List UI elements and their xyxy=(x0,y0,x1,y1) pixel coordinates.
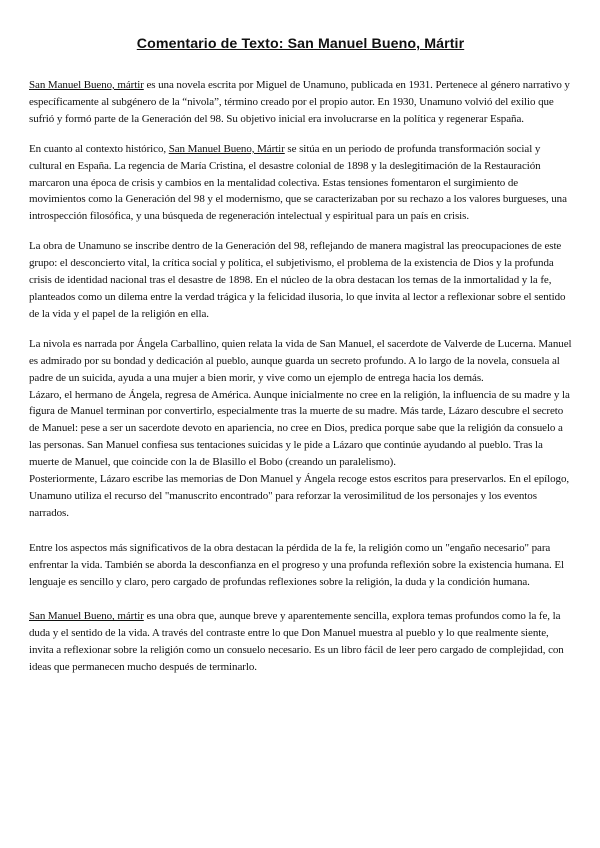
paragraph-generation-98: La obra de Unamuno se inscribe dentro de la Generación del 98, reflejando de manera magistral las preocupaciones de este grupo: el desconcierto vital, la crítica social y política, el subjetivismo, el problema de la existencia de Dios y la profunda crisis de identidad nacional tras el desastre de 1898. En el núcleo de la obra destacan los temas de la inmortalidad y la fe, planteados como un dilema entre la verdad trágica y la felicidad ilusoria, lo que invita al lector a reflexionar sobre el sentido de la vida y el papel de la religión en ella. xyxy=(29,240,566,320)
paragraph-plot-1: La nivola es narrada por Ángela Carballino, quien relata la vida de San Manuel, el sacerdote de Valverde de Lucerna. Manuel es admirado por su bondad y dedicación al pueblo, aunque guarda un secreto profundo. A lo largo de la novela, consuela al padre de un suicida, ayuda a una mujer a bien morir, y vive como un ejemplo de entrega hacia los demás. xyxy=(29,337,572,384)
work-title-link: San Manuel Bueno, mártir xyxy=(29,79,144,91)
paragraph-text: En cuanto al contexto histórico, xyxy=(29,142,169,155)
document-title: Comentario de Texto: San Manuel Bueno, Mártir xyxy=(136,36,465,52)
paragraph-plot-2: Lázaro, el hermano de Ángela, regresa de América. Aunque inicialmente no cree en la religión, la influencia de su madre y la figura de Manuel terminan por convertirlo, especialmente tras la muerte de su madre. Más tarde, Lázaro descubre el secreto de Manuel: pese a ser un sacerdote devoto en apariencia, no cree en Dios, predica porque sabe que la religión da consuelo a las personas. San Manuel confiesa sus tentaciones suicidas y le pide a Lázaro que continúe ayudando al pueblo. Tras la muerte de Manuel, que coincide con la de Blasillo el Bobo (creando un paralelismo). xyxy=(29,388,570,469)
paragraph-intro xyxy=(29,77,572,128)
paragraph-conclusion xyxy=(29,608,572,676)
paragraph-text: es una obra que, aunque breve y aparentemente sencilla, explora temas profundos como la fe, la duda y el sentido de la vida. A través del contraste entre lo que Don Manuel muestra al pueblo y lo que realmente siente, invita a reflexionar sobre la religión como un consuelo necesario. Es un libro fácil de leer pero cargado de complejidad, con ideas que permanecen mucho después de terminarlo. xyxy=(29,610,564,674)
work-title-link: San Manuel Bueno, Mártir xyxy=(168,142,285,155)
paragraph-text: se sitúa en un periodo de profunda transformación social y cultural en España. La regencia de María Cristina, el desastre colonial de 1898 y la deslegitimación de la Restauración marcaron una época de crisis y cambios en la mentalidad colectiva. Estas tensiones fomentaron el surgimiento de movimientos como la Generación del 98 y el modernismo, que se caracterizaban por su rechazo a los valores burgueses, una introspección filosófica, y una búsqueda de regeneración intelectual y espiritual para un país en crisis. xyxy=(29,142,567,223)
paragraph-plot-3: Posteriormente, Lázaro escribe las memorias de Don Manuel y Ángela recoge estos escritos para preservarlos. En el epílogo, Unamuno utiliza el recurso del "manuscrito encontrado" para reforzar la verosimilitud de los personajes y los eventos narrados. xyxy=(29,473,570,519)
paragraph-context xyxy=(29,141,572,226)
paragraph-text: es una novela escrita por Miguel de Unamuno, publicada en 1931. Pertenece al género narrativo y específicamente al subgénero de la “nivola”, término creado por el propio autor. En 1930, Unamuno volvió del exilio que sufrió y formó parte de la Generación del 98. Su objetivo inicial era involucrarse en la política y regenerar España. xyxy=(29,79,570,125)
work-title-link: San Manuel Bueno, mártir xyxy=(29,610,144,623)
paragraph-themes: Entre los aspectos más significativos de la obra destacan la pérdida de la fe, la religión como un "engaño necesario" para enfrentar la vida. También se aborda la desconfianza en el progreso y una profunda reflexión sobre la existencia humana. El lenguaje es sencillo y claro, pero cargado de profundas reflexiones sobre la religión, la duda y la condición humana. xyxy=(29,541,564,588)
